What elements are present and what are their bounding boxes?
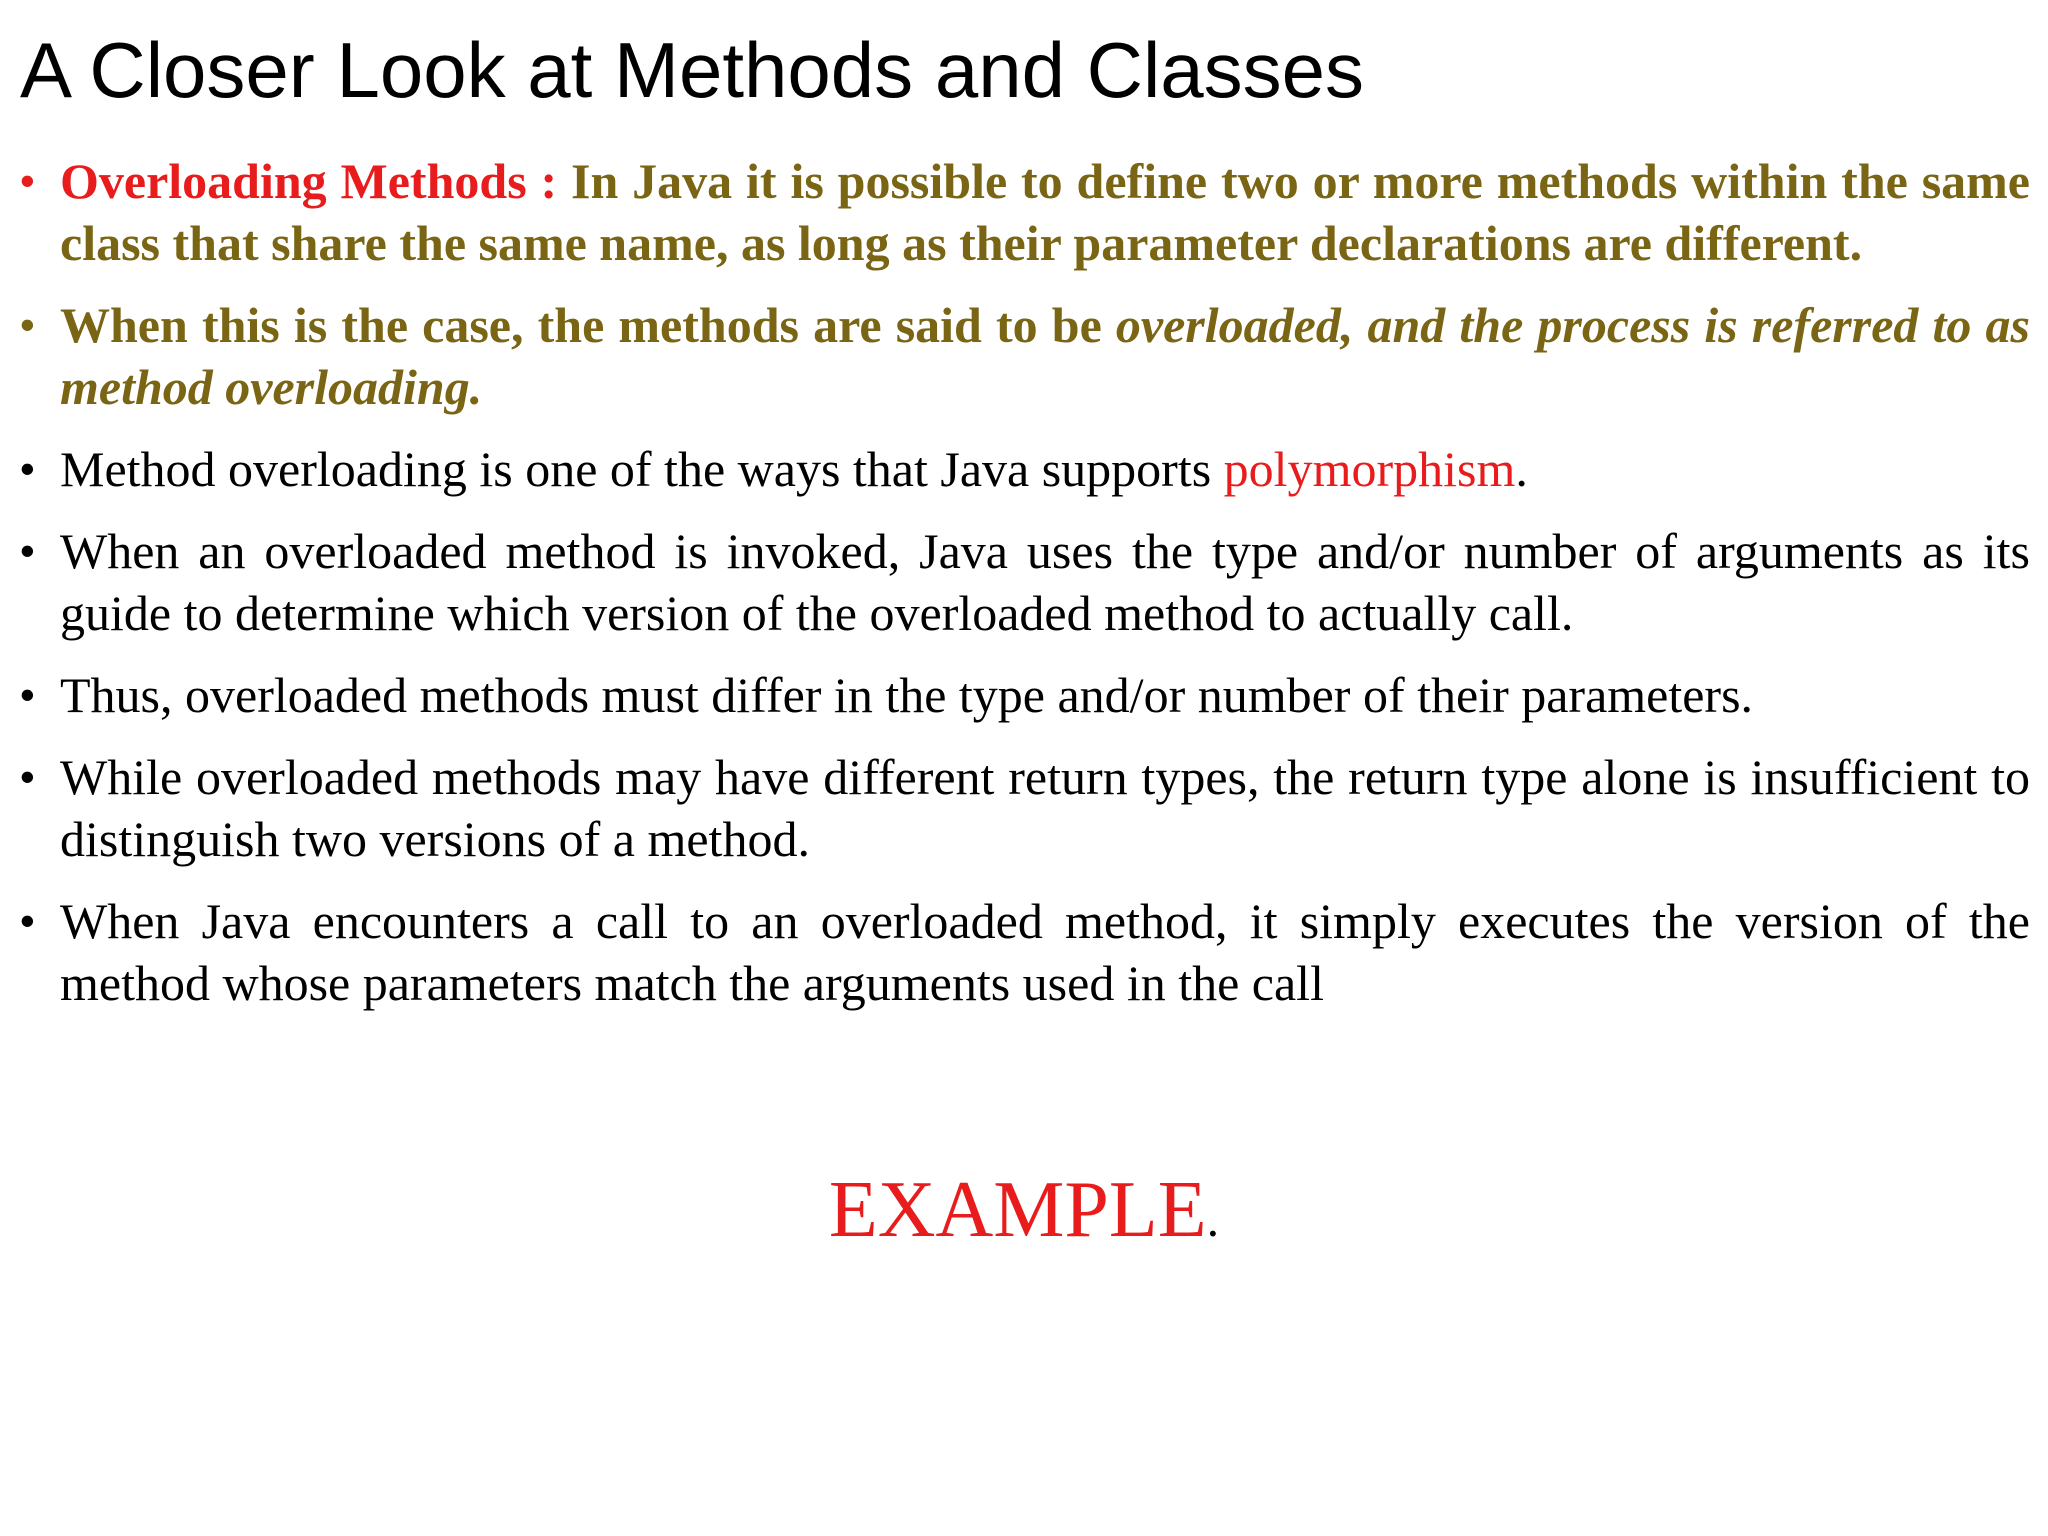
bullet-item	[20, 150, 2030, 274]
example-tail: .	[1206, 1191, 1220, 1247]
bullet-italic-text: overloaded, and the process is referred to as method overloading.	[60, 297, 2031, 415]
bullet-text: Thus, overloaded methods must differ in the type and/or number of their parameters.	[60, 667, 1754, 723]
bullet-list	[20, 150, 2030, 1034]
bullet-dot-icon: •	[20, 301, 35, 348]
bullet-item	[20, 890, 2030, 1014]
bullet-item	[20, 294, 2030, 418]
bullet-dot-icon: •	[20, 671, 35, 718]
bullet-tail: .	[1515, 441, 1528, 497]
bullet-item	[20, 664, 2030, 726]
bullet-dot-icon: •	[20, 753, 35, 800]
bullet-dot-icon: •	[20, 445, 35, 492]
example-label: EXAMPLE	[828, 1166, 1207, 1254]
bullet-item	[20, 438, 2030, 500]
bullet-text: When an overloaded method is invoked, Java uses the type and/or number of arguments as its guide to determine which version of the overloaded method to actually call.	[60, 523, 2030, 641]
bullet-item	[20, 520, 2030, 644]
bullet-lead: Overloading Methods :	[60, 153, 558, 209]
bullet-item	[20, 746, 2030, 870]
bullet-dot-icon: •	[20, 527, 35, 574]
example-heading	[0, 1160, 2048, 1269]
bullet-text: Method overloading is one of the ways that Java supports	[60, 441, 1224, 497]
bullet-dot-icon: •	[20, 157, 35, 204]
bullet-text: When this is the case, the methods are said to be	[60, 297, 1116, 353]
bullet-text: In Java it is possible to define two or more methods within the same class that share the same name, as long as their parameter declarations are different.	[60, 153, 2030, 271]
bullet-highlight: polymorphism	[1223, 441, 1516, 497]
bullet-text: While overloaded methods may have different return types, the return type alone is insufficient to distinguish two versions of a method.	[60, 749, 2030, 867]
bullet-text: When Java encounters a call to an overloaded method, it simply executes the version of the method whose parameters match the arguments used in the call	[60, 893, 2030, 1011]
bullet-dot-icon: •	[20, 897, 35, 944]
slide-title: A Closer Look at Methods and Classes	[20, 26, 1365, 114]
